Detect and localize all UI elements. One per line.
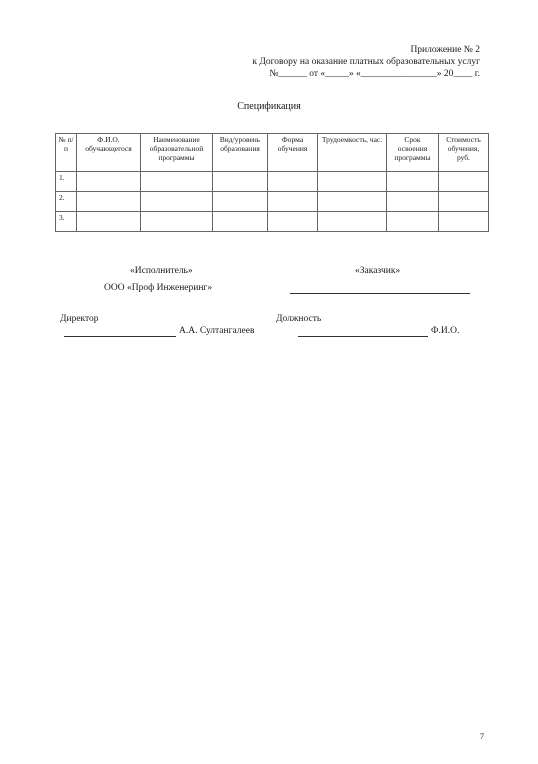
row-number: 2. xyxy=(56,192,77,212)
table-row xyxy=(56,192,489,212)
column-header: Трудоемкость, час. xyxy=(318,134,387,172)
executor-signature-line xyxy=(64,336,176,337)
table-cell xyxy=(439,172,489,192)
table-cell xyxy=(387,212,439,232)
table-cell xyxy=(213,192,268,212)
column-header: Стоимость обучения, руб. xyxy=(439,134,489,172)
table-cell xyxy=(318,172,387,192)
column-header: Срок освоения программы xyxy=(387,134,439,172)
table-cell xyxy=(268,192,318,212)
column-header: № п/п xyxy=(56,134,77,172)
contract-reference: к Договору на оказание платных образовательных услуг xyxy=(252,57,480,67)
specification-table xyxy=(55,133,489,232)
table-cell xyxy=(141,172,213,192)
customer-signature-line xyxy=(298,336,428,337)
table-cell xyxy=(268,172,318,192)
specification-title: Спецификация xyxy=(237,101,301,112)
column-header: Форма обучения xyxy=(268,134,318,172)
table-row xyxy=(56,212,489,232)
table-cell xyxy=(268,212,318,232)
executor-name: А.А. Султангалеев xyxy=(179,326,255,336)
row-number: 1. xyxy=(56,172,77,192)
column-header: Наименование образовательной программы xyxy=(141,134,213,172)
contract-number-date: №______ от «_____» «________________» 20____ г. xyxy=(269,69,480,79)
customer-position: Должность xyxy=(276,314,322,324)
table-header-row xyxy=(56,134,489,172)
column-header: Ф.И.О. обучающегося xyxy=(77,134,141,172)
table-cell xyxy=(141,212,213,232)
table-row xyxy=(56,172,489,192)
table-cell xyxy=(387,192,439,212)
table-cell xyxy=(318,192,387,212)
executor-position: Директор xyxy=(60,314,99,324)
table-cell xyxy=(77,172,141,192)
table-cell xyxy=(439,192,489,212)
row-number: 3. xyxy=(56,212,77,232)
customer-name-line xyxy=(290,293,470,294)
executor-label: «Исполнитель» xyxy=(130,266,193,276)
table-cell xyxy=(77,192,141,212)
table-cell xyxy=(387,172,439,192)
page-number: 7 xyxy=(480,732,484,741)
table-cell xyxy=(439,212,489,232)
table-cell xyxy=(213,212,268,232)
customer-label: «Заказчик» xyxy=(355,266,401,276)
table-cell xyxy=(213,172,268,192)
appendix-header xyxy=(252,44,480,80)
column-header: Вид/уровень образования xyxy=(213,134,268,172)
table-cell xyxy=(77,212,141,232)
executor-organization: ООО «Проф Инженеринг» xyxy=(104,283,213,293)
customer-name: Ф.И.О. xyxy=(431,326,460,336)
appendix-number: Приложение № 2 xyxy=(410,45,480,55)
table-cell xyxy=(318,212,387,232)
table-cell xyxy=(141,192,213,212)
